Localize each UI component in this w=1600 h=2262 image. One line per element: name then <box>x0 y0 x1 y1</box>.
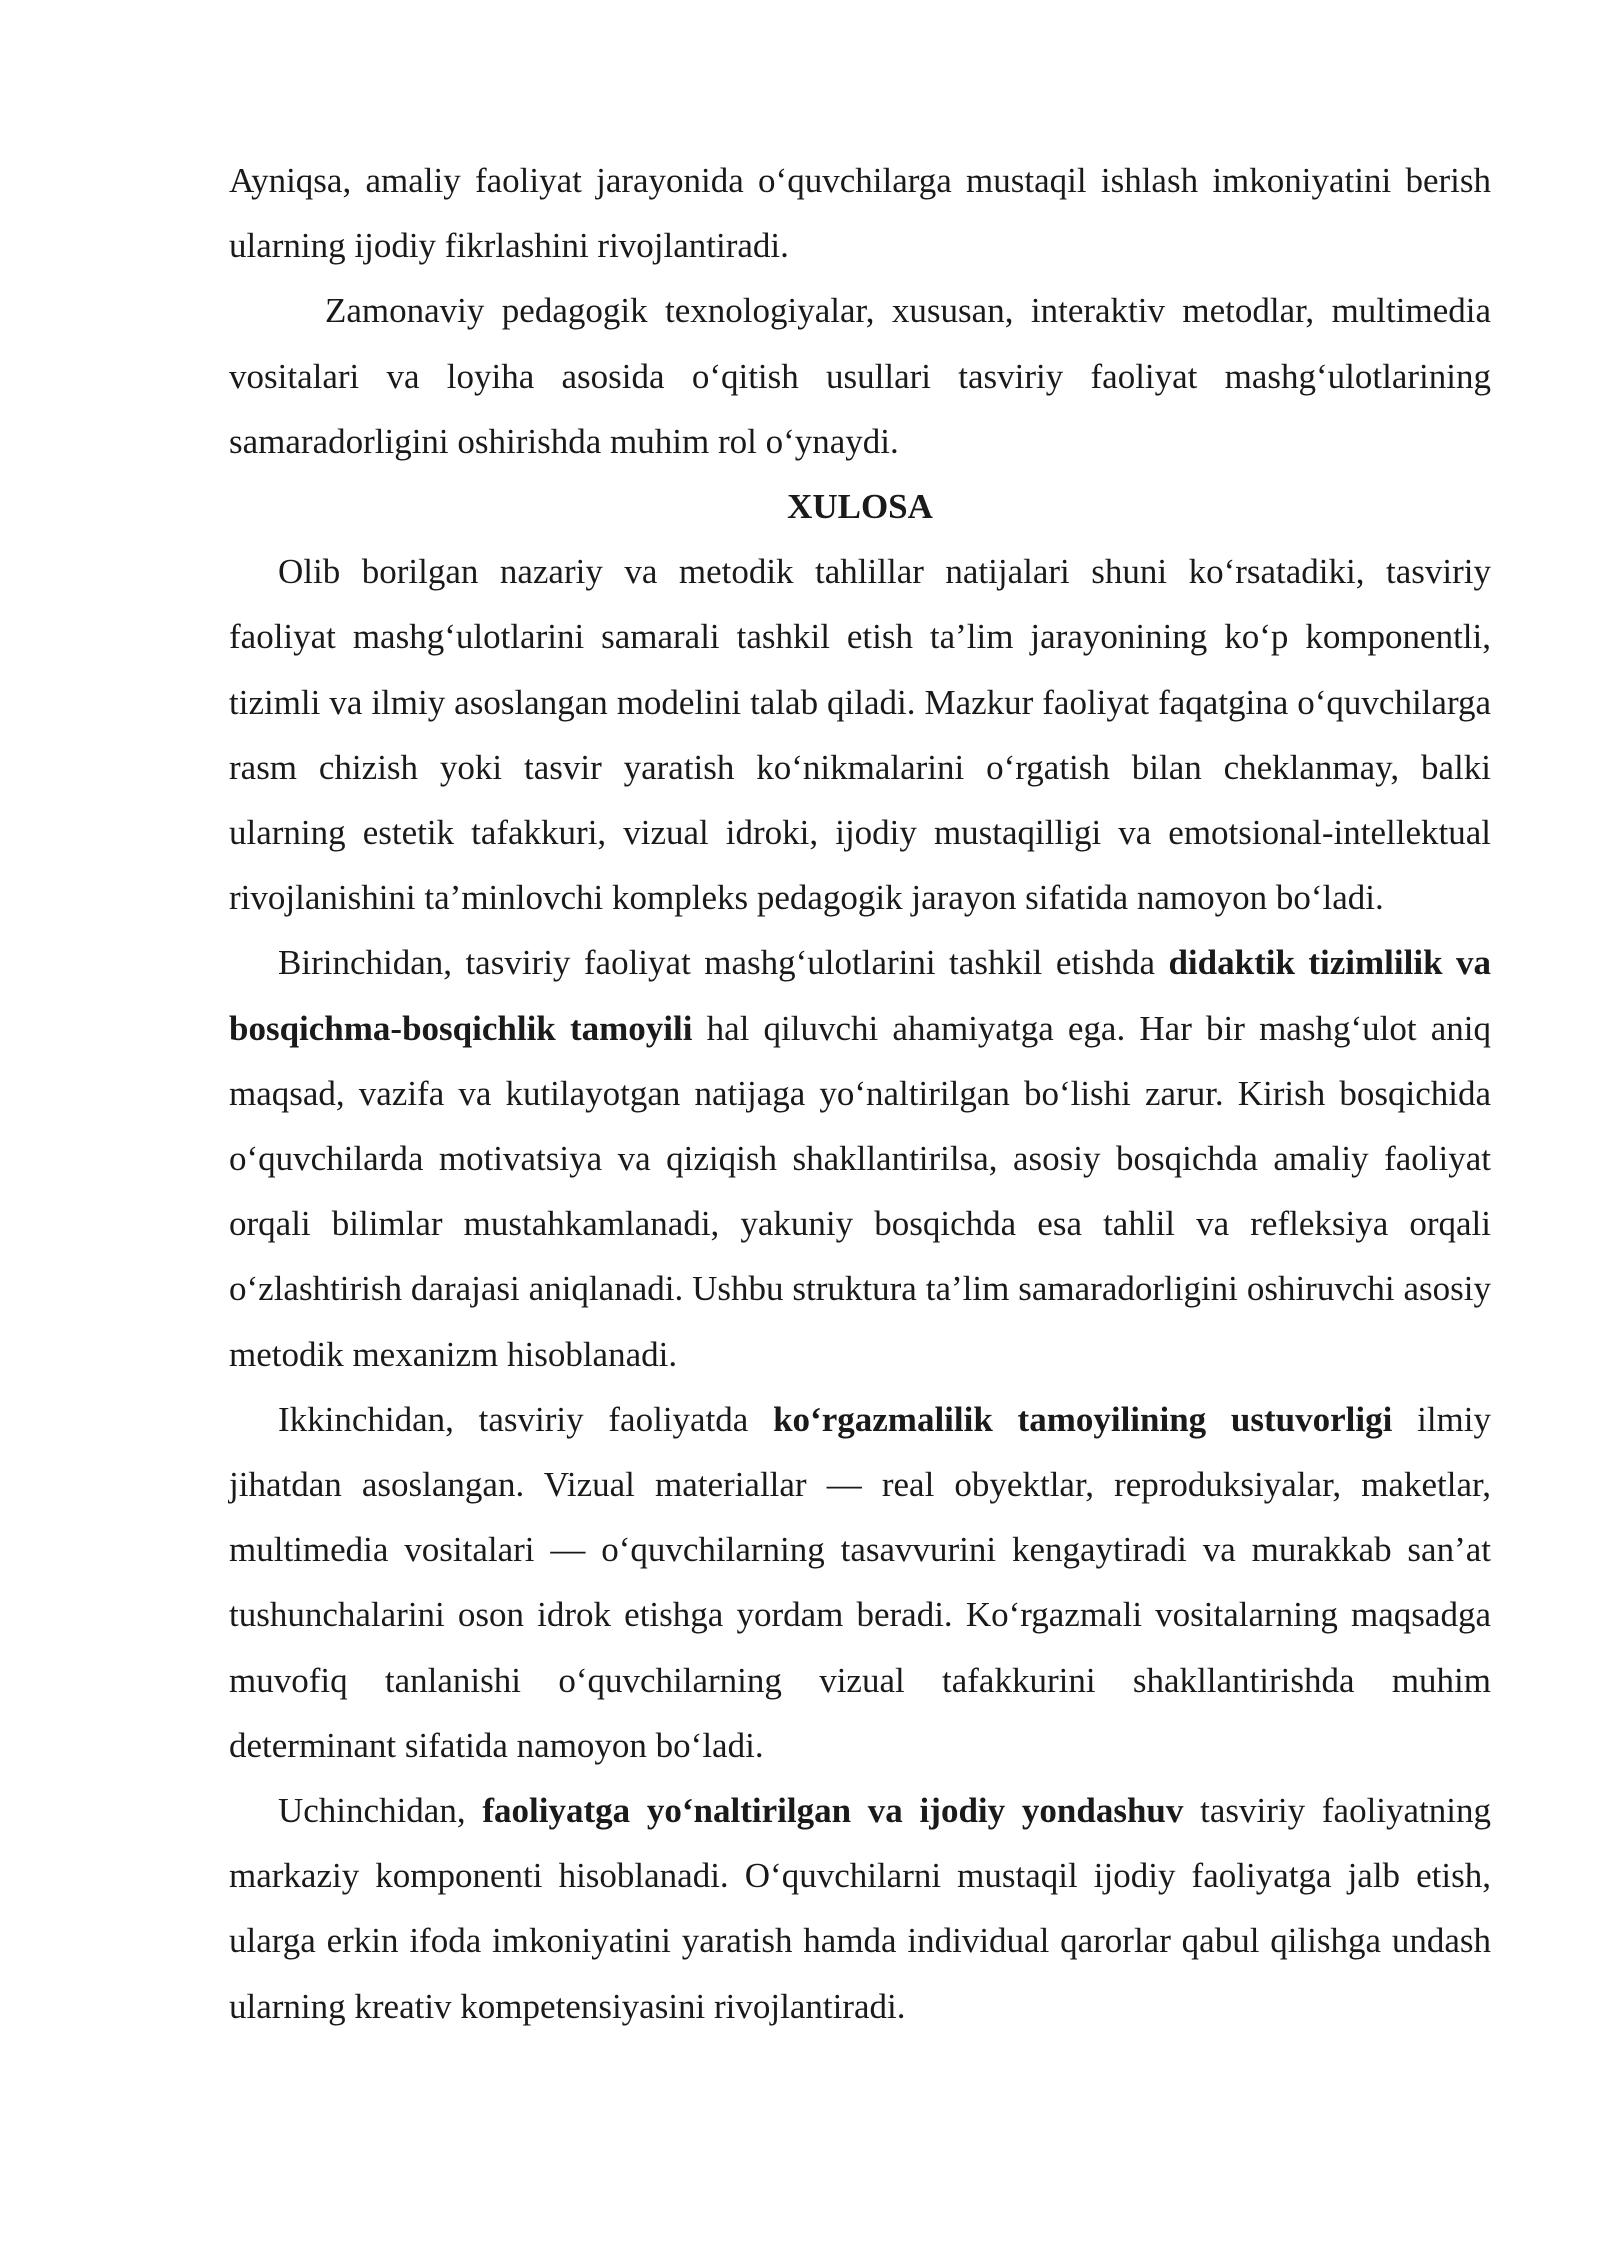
paragraph-modern-technologies: Zamonaviy pedagogik texnologiyalar, xususan, interaktiv metodlar, multimedia vositalari va loyiha asosida o‘qitish usullari tasviriy faoliyat mashg‘ulotlarining samaradorligini oshirishda muhim rol o‘ynaydi. <box>229 291 1491 461</box>
paragraph-second-point-lead: Ikkinchidan, tasviriy faoliyatda <box>278 1399 774 1439</box>
paragraph-first-point <box>229 930 1491 1386</box>
section-heading-conclusion: XULOSA <box>787 487 933 527</box>
paragraph-third-point-lead: Uchinchidan, <box>278 1791 483 1831</box>
paragraph-continuation: Ayniqsa, amaliy faoliyat jarayonida o‘quvchilarga mustaqil ishlash imkoniyatini berish ularning ijodiy fikrlashini rivojlantiradi. <box>229 161 1491 266</box>
paragraph-conclusion-intro: Olib borilgan nazariy va metodik tahlillar natijalari shuni ko‘rsatadiki, tasviriy faoliyat mashg‘ulotlarini samarali tashkil etish ta’lim jarayonining ko‘p komponentli, tizimli va ilmiy asoslangan modelini talab qiladi. Mazkur faoliyat faqatgina o‘quvchilarga rasm chizish yoki tasvir yaratish ko‘nikmalarini o‘rgatish bilan cheklanmay, balki ularning estetik tafakkuri, vizual idroki, ijodiy mustaqilligi va emotsional-intellektual rivojlanishini ta’minlovchi kompleks pedagogik jarayon sifatida namoyon bo‘ladi. <box>229 552 1491 918</box>
paragraph-first-point-rest: hal qiluvchi ahamiyatga ega. Har bir mashg‘ulot aniq maqsad, vazifa va kutilayotgan natijaga yo‘naltirilgan bo‘lishi zarur. Kirish bosqichida o‘quvchilarda motivatsiya va qiziqish shakllantirilsa, asosiy bosqichda amaliy faoliyat orqali bilimlar mustahkamlanadi, yakuniy bosqichda esa tahlil va refleksiya orqali o‘zlashtirish darajasi aniqlanadi. Ushbu struktura ta’lim samaradorligini oshiruvchi asosiy metodik mexanizm hisoblanadi. <box>229 1008 1491 1374</box>
paragraph-third-point-rest: tasviriy faoliyatning markaziy komponenti hisoblanadi. O‘quvchilarni mustaqil ijodiy faoliyatga jalb etish, ularga erkin ifoda imkoniyatini yaratish hamda individual qarorlar qabul qilishga undash ularning kreativ kompetensiyasini rivojlantiradi. <box>229 1791 1492 2026</box>
paragraph-second-point <box>229 1387 1491 1778</box>
paragraph-third-point <box>229 1778 1491 2039</box>
document-body <box>229 148 1491 2039</box>
paragraph-first-point-lead: Birinchidan, tasviriy faoliyat mashg‘ulotlarini tashkil etishda <box>278 943 1169 983</box>
paragraph-third-point-emphasis: faoliyatga yo‘naltirilgan va ijodiy yondashuv <box>482 1791 1184 1831</box>
paragraph-second-point-emphasis: ko‘rgazmalilik tamoyilining ustuvorligi <box>773 1399 1393 1439</box>
paragraph-second-point-rest: ilmiy jihatdan asoslangan. Vizual materiallar — real obyektlar, reproduksiyalar, maketlar, multimedia vositalari — o‘quvchilarning tasavvurini kengaytiradi va murakkab san’at tushunchalarini oson idrok etishga yordam beradi. Ko‘rgazmali vositalarning maqsadga muvofiq tanlanishi o‘quvchilarning vizual tafakkurini shakllantirishda muhim determinant sifatida namoyon bo‘ladi. <box>229 1399 1492 1765</box>
paragraph-first-point-emphasis: didaktik tizimlilik va bosqichma-bosqichlik tamoyili <box>229 943 1491 1048</box>
